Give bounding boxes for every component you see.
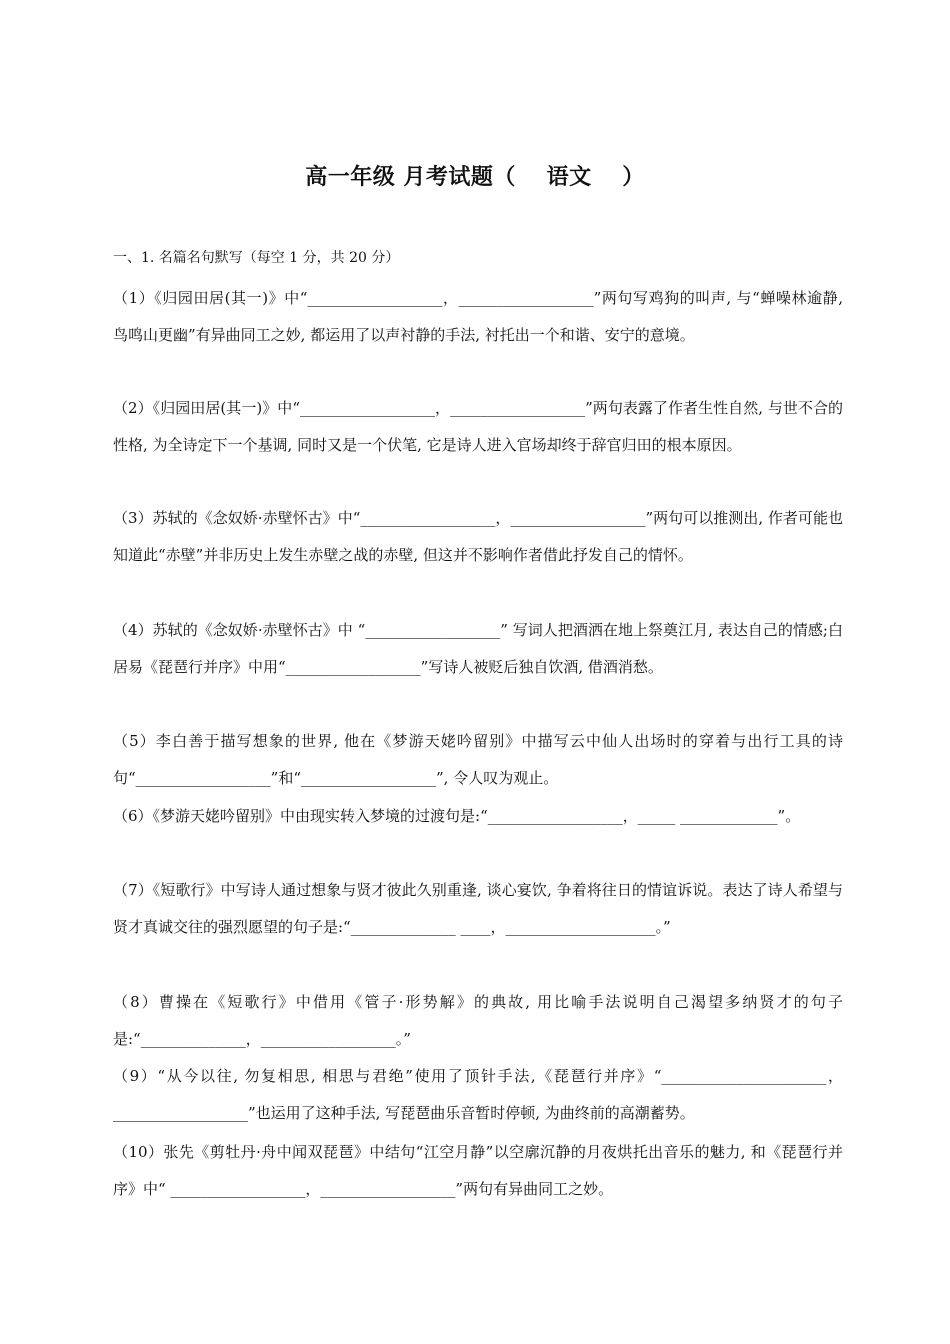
question-10: （10）张先《剪牡丹·舟中闻双琵琶》中结句“江空月静”以空廓沉静的月夜烘托出音乐的魅力, 和《琵琶行并序》中“ __________________，__________________”两句有异曲同工之妙。 — [113, 1143, 843, 1198]
page-title: 高一年级 月考试题（ 语文 ） — [305, 165, 645, 190]
question-8: （8）曹操在《短歌行》中借用《管子·形势解》的典故, 用比喻手法说明自己渴望多纳贤才的句子是:“______________，__________________。” — [113, 993, 843, 1048]
question-7: （7）《短歌行》中写诗人通过想象与贤才彼此久别重逢, 谈心宴饮, 争着将往日的情谊诉说。表达了诗人希望与贤才真诚交往的强烈愿望的句子是:“______________ ____，____________________。” — [113, 881, 843, 936]
question-2: （2）《归园田居(其一)》中“__________________，__________________”两句表露了作者生性自然, 与世不合的性格, 为全诗定下一个基调, 同时又是一个伏笔, 它是诗人进入官场却终于辞官归田的根本原因。 — [113, 399, 843, 454]
question-9: （9）“从今以往, 勿复相思, 相思与君绝”使用了顶针手法,《琵琶行并序》“______________________，__________________”也运用了这种手法, 写琵琶曲乐音暂时停顿, 为曲终前的高潮蓄势。 — [113, 1067, 843, 1122]
question-6: （6）《梦游天姥吟留别》中由现实转入梦境的过渡句是:“__________________，_____ _____________”。 — [113, 807, 801, 825]
question-3: （3）苏轼的《念奴娇·赤壁怀古》中“__________________，__________________”两句可以推测出, 作者可能也知道此“赤壁”并非历史上发生赤壁之战的赤壁, 但这并不影响作者借此抒发自己的情怀。 — [113, 509, 843, 564]
question-5: （5）李白善于描写想象的世界, 他在《梦游天姥吟留别》中描写云中仙人出场时的穿着与出行工具的诗句“__________________”和“__________________”, 令人叹为观止。 — [113, 732, 843, 787]
question-4: （4）苏轼的《念奴娇·赤壁怀古》中 “__________________” 写词人把酒洒在地上祭奠江月, 表达自己的情感;白居易《琵琶行并序》中用“__________________”写诗人被贬后独自饮酒, 借酒消愁。 — [113, 621, 843, 676]
section-heading: 一、1. 名篇名句默写（每空 1 分，共 20 分） — [113, 250, 400, 266]
question-1: （1）《归园田居(其一)》中“__________________，__________________”两句写鸡狗的叫声, 与“蝉噪林逾静, 鸟鸣山更幽”有异曲同工之妙, 都运用了以声衬静的手法, 衬托出一个和谐、安宁的意境。 — [113, 289, 848, 344]
